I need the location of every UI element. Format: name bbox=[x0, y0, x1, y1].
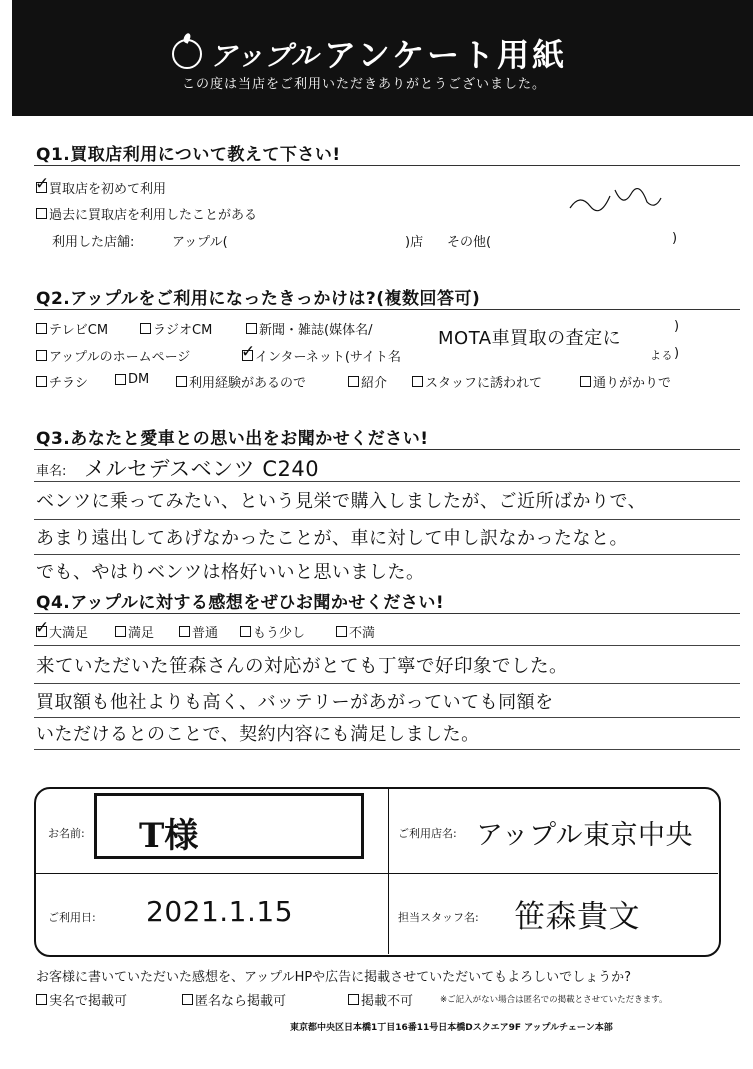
publish-option-label: 実名で掲載可 bbox=[49, 994, 128, 1009]
checkbox[interactable] bbox=[246, 323, 257, 334]
q3-car-name: メルセデスベンツ C240 bbox=[84, 457, 320, 481]
q2-option-staff[interactable] bbox=[412, 372, 542, 391]
q3-line bbox=[34, 554, 740, 555]
q4-line bbox=[34, 749, 740, 750]
q4-answer-line-1: 来ていただいた笹森さんの対応がとても丁寧で好印象でした。 bbox=[36, 656, 569, 677]
q2-handwritten-site: MOTA車買取の査定に bbox=[438, 328, 622, 349]
q4-title: Q4.アップルに対する感想をぜひお聞かせください! bbox=[36, 593, 445, 613]
q4-option-normal[interactable] bbox=[179, 622, 218, 641]
company-address: 東京都中央区日本橋1丁目16番11号日本橋Dスクエア9F アップルチェーン本部 bbox=[290, 1023, 613, 1033]
store-label: ご利用店名: bbox=[398, 827, 457, 840]
checkbox-checked[interactable] bbox=[242, 350, 253, 361]
q3-line bbox=[34, 481, 740, 482]
q4-option-label: もう少し bbox=[253, 626, 306, 641]
q2-option-homepage[interactable] bbox=[36, 346, 190, 365]
publish-option-anonymous[interactable] bbox=[182, 990, 286, 1009]
publish-option-real-name[interactable] bbox=[36, 990, 127, 1009]
q2-close-paren: ) bbox=[674, 319, 680, 334]
checkbox[interactable] bbox=[36, 350, 47, 361]
q1-store-other: その他( bbox=[447, 235, 492, 250]
q2-rule bbox=[34, 309, 740, 310]
staff-value: 笹森貴文 bbox=[514, 899, 640, 935]
q4-answer-line-2: 買取額も他社よりも高く、バッテリーがあがっていても同額を bbox=[36, 692, 554, 713]
publish-option-label: 匿名なら掲載可 bbox=[195, 994, 287, 1009]
q4-option-somewhat[interactable] bbox=[240, 622, 305, 641]
checkbox[interactable] bbox=[348, 376, 359, 387]
q2-option-label: アップルのホームページ bbox=[49, 350, 191, 365]
q2-option-label: 紹介 bbox=[361, 376, 388, 391]
publish-option-label: 掲載不可 bbox=[361, 994, 414, 1009]
customer-info-box bbox=[34, 787, 721, 957]
q2-option-label: 利用経験があるので bbox=[189, 376, 307, 391]
q2-option-radio[interactable] bbox=[140, 319, 212, 338]
q2-option-flyer[interactable] bbox=[36, 372, 88, 391]
checkbox[interactable] bbox=[36, 994, 47, 1005]
q4-line bbox=[34, 717, 740, 718]
staff-label: 担当スタッフ名: bbox=[398, 911, 479, 924]
q2-title: Q2.アップルをご利用になったきっかけは?(複数回答可) bbox=[36, 289, 481, 309]
checkbox[interactable] bbox=[348, 994, 359, 1005]
q1-option-used-before[interactable] bbox=[36, 204, 257, 223]
q4-line bbox=[34, 645, 740, 646]
q3-answer-line-1: ベンツに乗ってみたい、という見栄で購入しましたが、ご近所ばかりで、 bbox=[36, 491, 647, 512]
q2-close-paren-2: ) bbox=[674, 346, 680, 361]
checkbox[interactable] bbox=[182, 994, 193, 1005]
q2-option-label: 通りがかりで bbox=[593, 376, 672, 391]
date-value: 2021.1.15 bbox=[146, 895, 294, 928]
q2-option-label: ラジオCM bbox=[153, 323, 213, 338]
checkbox[interactable] bbox=[580, 376, 591, 387]
q2-option-label: テレビCM bbox=[49, 323, 109, 338]
q4-answer-line-3: いただけるとのことで、契約内容にも満足しました。 bbox=[36, 724, 480, 745]
q4-option-dissatisfied[interactable] bbox=[336, 622, 375, 641]
q4-option-label: 普通 bbox=[192, 626, 219, 641]
box-divider-vertical bbox=[388, 789, 389, 954]
q3-answer-line-2: あまり遠出してあげなかったことが、車に対して申し訳なかったなと。 bbox=[36, 528, 628, 549]
logo bbox=[172, 34, 319, 73]
publish-note: ※ご記入がない場合は匿名での掲載とさせていただきます。 bbox=[440, 995, 668, 1005]
q1-store-apple: アップル( bbox=[172, 235, 228, 250]
q3-title: Q3.あなたと愛車との思い出をお聞かせください! bbox=[36, 429, 429, 449]
logo-text: アップル bbox=[210, 41, 320, 72]
q1-option-label: 過去に買取店を利用したことがある bbox=[49, 208, 258, 223]
q2-option-internet[interactable] bbox=[242, 346, 401, 365]
date-label: ご利用日: bbox=[48, 911, 96, 924]
checkbox[interactable] bbox=[412, 376, 423, 387]
q2-option-label: インターネット(サイト名 bbox=[255, 350, 401, 365]
q2-option-dm[interactable] bbox=[115, 372, 149, 387]
q2-option-passing[interactable] bbox=[580, 372, 671, 391]
q1-store-label: 利用した店舗: bbox=[52, 235, 135, 250]
q4-option-very-satisfied[interactable] bbox=[36, 622, 88, 641]
q2-handwritten-site-2: よる bbox=[650, 349, 673, 362]
checkbox-checked[interactable] bbox=[36, 182, 47, 193]
apple-logo-icon bbox=[172, 39, 202, 69]
q1-title: Q1.買取店利用について教えて下さい! bbox=[36, 145, 341, 165]
store-value: アップル東京中央 bbox=[476, 820, 694, 851]
q4-option-label: 満足 bbox=[128, 626, 155, 641]
q4-rule bbox=[34, 613, 740, 614]
form-subtitle: この度は当店をご利用いただきありがとうございました。 bbox=[182, 77, 547, 92]
q2-option-newspaper[interactable] bbox=[246, 319, 372, 338]
q3-rule bbox=[34, 449, 740, 450]
q3-line bbox=[34, 519, 740, 520]
q2-option-tv[interactable] bbox=[36, 319, 108, 338]
name-field[interactable] bbox=[94, 793, 364, 859]
checkbox[interactable] bbox=[140, 323, 151, 334]
checkbox[interactable] bbox=[115, 374, 126, 385]
checkbox[interactable] bbox=[240, 626, 251, 637]
q2-option-referral[interactable] bbox=[348, 372, 387, 391]
q1-store-suffix: )店 bbox=[405, 235, 424, 250]
q3-answer-line-3: でも、やはりベンツは格好いいと思いました。 bbox=[36, 562, 425, 583]
q1-store-close: ) bbox=[672, 231, 678, 246]
checkbox[interactable] bbox=[36, 208, 47, 219]
name-label: お名前: bbox=[48, 827, 85, 840]
q2-option-label: DM bbox=[128, 372, 150, 387]
checkbox[interactable] bbox=[36, 323, 47, 334]
q2-option-label: チラシ bbox=[49, 376, 89, 391]
q4-line bbox=[34, 683, 740, 684]
q4-option-label: 不満 bbox=[349, 626, 376, 641]
q4-option-label: 大満足 bbox=[49, 626, 89, 641]
checkbox[interactable] bbox=[115, 626, 126, 637]
checkbox[interactable] bbox=[179, 626, 190, 637]
q2-option-label: スタッフに誘われて bbox=[425, 376, 543, 391]
q1-rule bbox=[34, 165, 740, 166]
checkbox[interactable] bbox=[336, 626, 347, 637]
header-banner bbox=[12, 0, 753, 116]
name-value: T様 bbox=[139, 816, 199, 856]
box-divider-horizontal bbox=[36, 873, 718, 874]
checkbox-checked[interactable] bbox=[36, 626, 47, 637]
q2-option-experience[interactable] bbox=[176, 372, 306, 391]
checkbox[interactable] bbox=[36, 376, 47, 387]
q2-option-label: 新聞・雑誌(媒体名/ bbox=[259, 323, 373, 338]
q1-option-first-time[interactable] bbox=[36, 178, 166, 197]
publish-permission-question: お客様に書いていただいた感想を、アップルHPや広告に掲載させていただいてもよろしいでしょうか? bbox=[36, 970, 632, 985]
q3-car-label: 車名: bbox=[36, 464, 67, 479]
q1-scribble bbox=[565, 178, 665, 224]
form-title: アンケート用紙 bbox=[324, 36, 568, 74]
q4-option-satisfied[interactable] bbox=[115, 622, 154, 641]
q1-option-label: 買取店を初めて利用 bbox=[49, 182, 167, 197]
checkbox[interactable] bbox=[176, 376, 187, 387]
publish-option-no[interactable] bbox=[348, 990, 413, 1009]
